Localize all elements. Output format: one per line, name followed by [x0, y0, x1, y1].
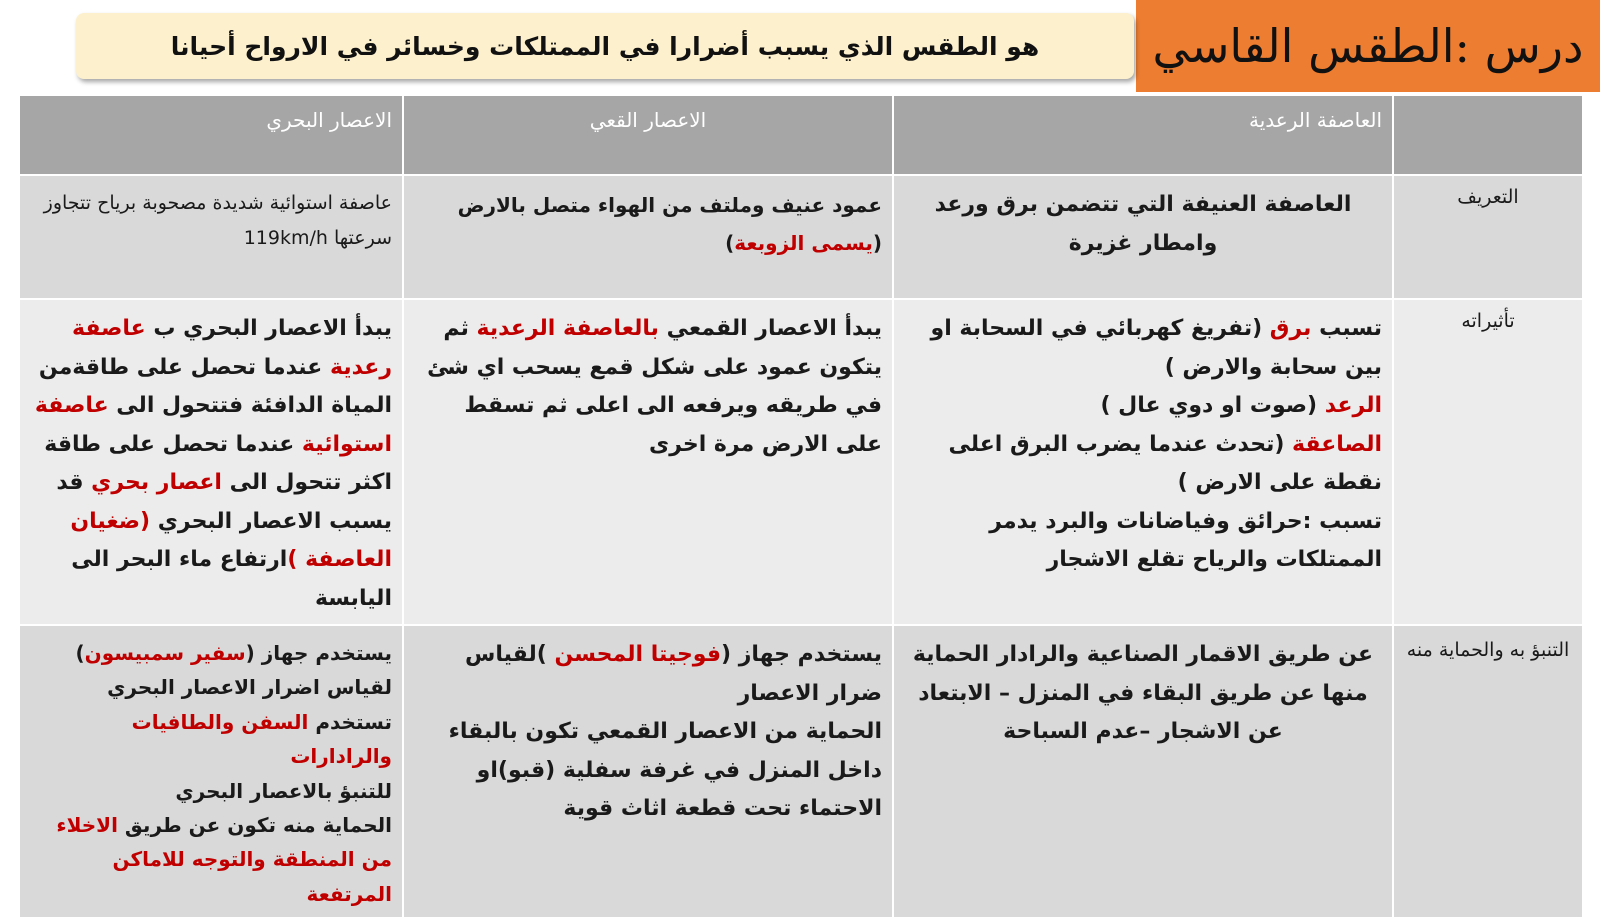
thunderstorm-definition-text: العاصفة العنيفة التي تتضمن برق ورعد وامطار غزيرة: [934, 192, 1352, 256]
text-part: (تفريغ كهربائي في السحابة او بين سحابة والارض ): [930, 316, 1382, 380]
text-part: (صوت او دوي عال ): [1100, 393, 1325, 418]
header-tornado: الاعصار القعي: [403, 95, 893, 175]
text-part: يبدأ الاعصار البحري ب: [145, 316, 392, 341]
definition-text: هو الطقس الذي يسبب أضرارا في الممتلكات وخسائر في الارواح أحيانا: [170, 31, 1040, 61]
cell-tornado-definition: [403, 175, 893, 299]
text-part: عندما تحصل على طاقةمن المياة الدافئة فتتحول الى: [38, 354, 392, 418]
effects-line: [904, 387, 1382, 426]
text-part: تسبب: [1311, 316, 1382, 341]
text-part: ثم يتكون عمود على شكل قمع يسحب اي شئ في طريقه ويرفعه الى اعلى ثم تسقط على الارض مرة اخرى: [427, 316, 882, 457]
tornado-effects-text: [414, 310, 882, 464]
cell-tornado-prediction: [403, 625, 893, 918]
highlight: (ضغيان العاصفة ): [70, 508, 392, 572]
highlight-lightning: برق: [1269, 316, 1312, 341]
definition-banner: [76, 13, 1134, 79]
cell-thunderstorm-definition: [893, 175, 1393, 299]
text-part: ): [75, 641, 85, 665]
cell-thunderstorm-effects: [893, 299, 1393, 625]
severe-weather-table: [18, 94, 1584, 919]
effects-line: [904, 426, 1382, 503]
text-part: يستخدم جهاز (: [721, 642, 882, 667]
hurricane-definition-text: عاصفة استوائية شديدة مصحوبة برياح تتجاوز سرعتها 119km/h: [43, 192, 392, 250]
cell-thunderstorm-prediction: [893, 625, 1393, 918]
table-row-definition: [19, 175, 1583, 299]
highlight-thunder: الرعد: [1324, 393, 1382, 418]
highlight-thunderstorm: بالعاصفة الرعدية: [476, 316, 659, 341]
lesson-title-banner: [1136, 0, 1600, 92]
text-part: )لقياس ضرار الاعصار: [465, 642, 882, 706]
text-part: ارتفاع ماء البحر الى اليابسة: [71, 547, 392, 611]
prediction-line: [30, 808, 392, 911]
highlight: ية: [301, 431, 325, 457]
text-part: يبدأ الاعصار القمعي: [658, 316, 882, 341]
cell-hurricane-effects: [19, 299, 403, 625]
tornado-def-paren: ): [725, 231, 735, 255]
tornado-prediction-text: [414, 636, 882, 829]
effects-line: تسبب :حرائق وفياضانات والبرد يدمر الممتلكات والرياح تقلع الاشجار: [989, 508, 1382, 572]
thunderstorm-prediction-text: عن طريق الاقمار الصناعية والرادار الحماية منها عن طريق البقاء في المنزل – الابتعاد عن الاشجار –عدم السباحة: [912, 642, 1374, 744]
header-hurricane: الاعصار البحري: [19, 95, 403, 175]
highlight-bolt: الصاعقة: [1292, 431, 1382, 457]
text-part: الحماية منه تكون عن طريق: [117, 812, 392, 837]
table-row-prediction: [19, 625, 1583, 918]
hurricane-prediction-text: [30, 636, 392, 911]
tornado-def-paren: (: [872, 231, 882, 255]
header-thunderstorm: العاصفة الرعدية: [893, 95, 1393, 175]
prediction-line: لقياس اضرار الاعصار البحري: [107, 675, 392, 700]
text-part: قد يسبب الاعصار البحري: [56, 470, 392, 534]
row-label-effects: تأثيراته: [1393, 299, 1583, 625]
thunderstorm-effects-text: [904, 310, 1382, 580]
text-part: تستخدم: [308, 709, 392, 734]
prediction-line: [30, 705, 392, 774]
lesson-title: درس :الطقس القاسي: [1152, 19, 1584, 73]
header-blank: [1393, 95, 1583, 175]
tornado-definition-text: [414, 186, 882, 262]
hurricane-effects-text: [30, 310, 392, 618]
tornado-def-highlight: يسمى الزوبعة: [734, 231, 873, 255]
table-row-effects: [19, 299, 1583, 625]
cell-hurricane-definition: [19, 175, 403, 299]
prediction-line: [414, 636, 882, 713]
effects-line: [904, 310, 1382, 387]
highlight: عاصفة رعدية: [71, 316, 392, 380]
prediction-line: [30, 636, 392, 670]
cell-tornado-effects: [403, 299, 893, 625]
prediction-line: للتنبؤ بالاعصار البحري: [175, 778, 392, 803]
text-part: (تحدث عندما يضرب البرق اعلى نقطة على الارض ): [948, 431, 1382, 495]
row-label-prediction: [1393, 625, 1583, 918]
text-part: يستخدم جهاز (: [245, 641, 392, 665]
highlight: عاصفة استوائ: [34, 393, 392, 457]
highlight: الاخلاء من المنطقة والتوجه للاماكن المرتفعة: [56, 812, 392, 906]
cell-hurricane-prediction: [19, 625, 403, 918]
prediction-line: الحماية من الاعصار القمعي تكون بالبقاء داخل المنزل في غرفة سفلية (قبو)او الاحتماء تحت قطعة اثاث قوية: [448, 719, 882, 821]
header-row: [19, 95, 1583, 175]
row-label-definition: التعريف: [1393, 175, 1583, 299]
highlight-device: فوجيتا المحسن: [554, 642, 721, 667]
row-label-prediction-text: التنبؤ به والحماية منه: [1406, 639, 1570, 661]
highlight: السفن والطافيات والرادارات: [131, 709, 392, 769]
highlight: اعصار بحري: [91, 470, 222, 495]
tornado-def-part: عمود عنيف وملتف من الهواء متصل بالارض: [457, 193, 882, 217]
text-part: عندما تحصل على طاقة اكثر تتحول الى: [44, 431, 392, 495]
highlight-device: سفير سمبيسون: [84, 641, 246, 665]
